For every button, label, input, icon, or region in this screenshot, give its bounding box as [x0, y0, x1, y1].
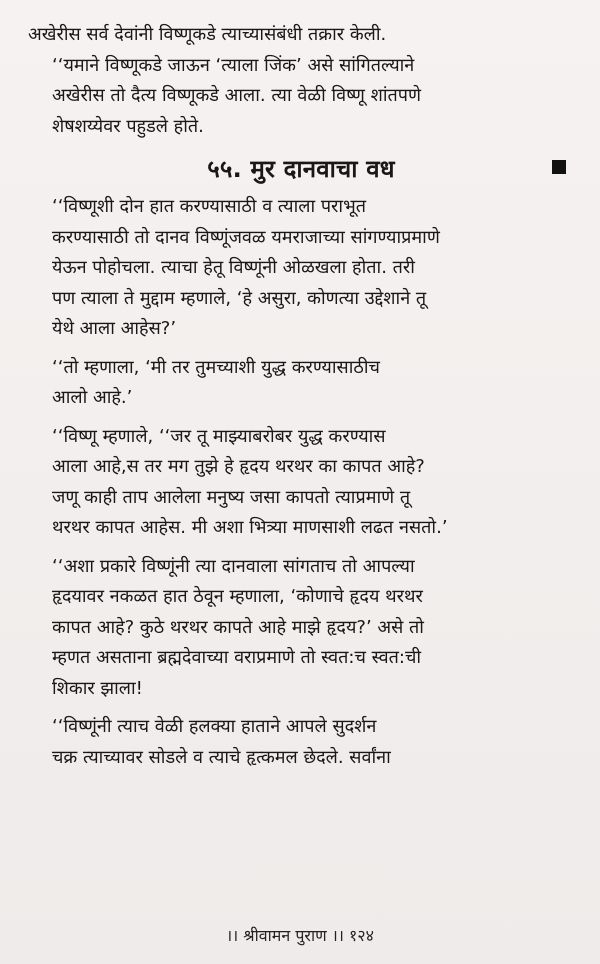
text-line: अखेरीस तो दैत्य विष्णूकडे आला. त्या वेळी विष्णू शांतपणे: [52, 85, 422, 106]
text-line: अखेरीस सर्व देवांनी विष्णूकडे त्याच्यासंबंधी तक्रार केली.: [28, 24, 387, 45]
text-line: हृदयावर नकळत हात ठेवून म्हणाला, ‘कोणाचे हृदय थरथर: [52, 586, 423, 607]
text-line: आला आहे,स तर मग तुझे हे हृदय थरथर का कापत आहे?: [52, 456, 425, 477]
text-line: येऊन पोहोचला. त्याचा हेतू विष्णूंनी ओळखला होता. तरी: [52, 257, 415, 278]
paragraph-4: [28, 422, 574, 544]
paragraph-2: [28, 192, 574, 345]
text-line: जणू काही ताप आलेला मनुष्य जसा कापतो त्याप्रमाणे तू: [52, 486, 411, 508]
paragraph-6: [28, 712, 574, 773]
paragraph-intro: [28, 20, 574, 51]
text-line: येथे आला आहेस?’: [52, 318, 177, 339]
text-line: ‘‘अशा प्रकारे विष्णूंनी त्या दानवाला सांगताच तो आपल्या: [52, 555, 415, 577]
text-line: थरथर कापत आहेस. मी अशा भित्र्या माणसाशी लढत नसतो.’: [52, 517, 448, 538]
text-line: ‘‘विष्णूशी दोन हात करण्यासाठी व त्याला पराभूत: [52, 196, 366, 217]
section-end-square-icon: [552, 160, 566, 174]
text-line: आलो आहे.’: [52, 387, 133, 408]
text-line: शिकार झाला!: [52, 677, 143, 699]
text-line: कापत आहे? कुठे थरथर कापते आहे माझे हृदय?’ असे तो: [52, 616, 424, 638]
section-heading: ५५. मुर दानवाचा वध: [207, 155, 395, 183]
text-line: ‘‘विष्णूंनी त्याच वेळी हलक्या हाताने आपले सुदर्शन: [52, 716, 377, 737]
text-line: ‘‘तो म्हणाला, ‘मी तर तुमच्याशी युद्ध करण्यासाठीच: [52, 356, 380, 378]
text-line: पण त्याला ते मुद्दाम म्हणाले, ‘हे असुरा, कोणत्या उद्देशाने तू: [52, 287, 427, 309]
page-footer: ।। श्रीवामन पुराण ।। १२४: [226, 926, 374, 945]
text-line: शेषशय्येवर पहुडले होते.: [52, 115, 204, 137]
paragraph-3: [28, 353, 574, 414]
text-line: ‘‘विष्णू म्हणाले, ‘‘जर तू माझ्याबरोबर युद्ध करण्यास: [52, 425, 386, 447]
text-line: चक्र त्याच्यावर सोडले व त्याचे हृत्कमल छेदले. सर्वांना: [52, 746, 391, 768]
text-line: म्हणत असताना ब्रह्मदेवाच्या वराप्रमाणे तो स्वत:च स्वत:ची: [52, 647, 422, 668]
text-line: करण्यासाठी तो दानव विष्णूंजवळ यमराजाच्या सांगण्याप्रमाणे: [52, 226, 440, 248]
paragraph-1: [28, 51, 574, 143]
text-line: ‘‘यमाने विष्णूकडे जाऊन ‘त्याला जिंक’ असे सांगितल्याने: [52, 54, 415, 76]
paragraph-5: [28, 552, 574, 705]
